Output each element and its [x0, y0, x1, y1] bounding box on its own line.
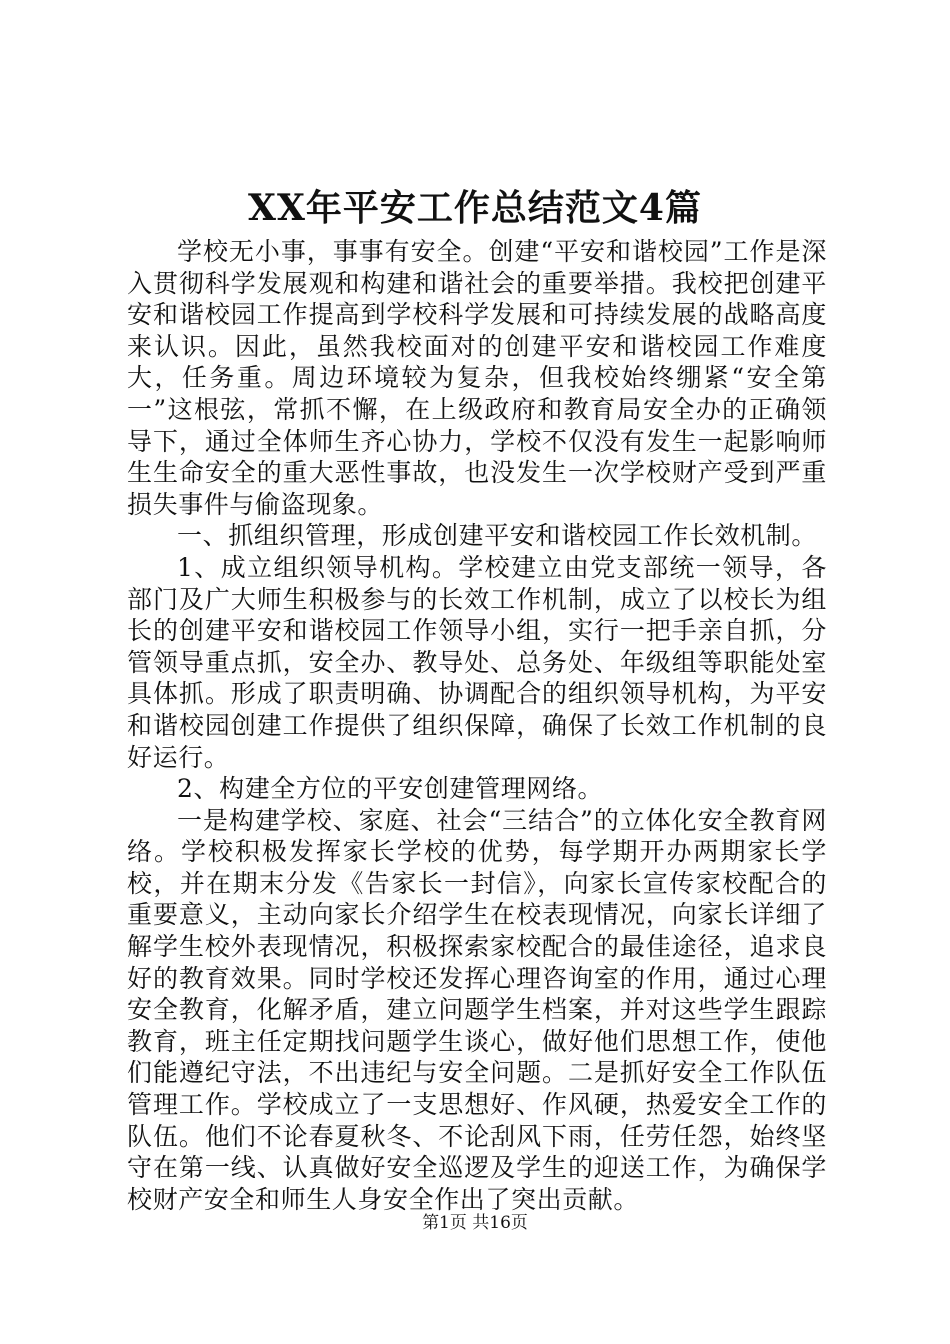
document-title: XX年平安工作总结范文4篇 — [248, 187, 702, 230]
paragraph-section-1-item-2: 2、构建全方位的平安创建管理网络。 — [177, 774, 604, 804]
paragraph-intro: 学校无小事，事事有安全。创建“平安和谐校园”工作是深入贯彻科学发展观和构建和谐社会的重要举措。我校把创建平安和谐校园工作提高到学校科学发展和可持续发展的战略高度来认识。因此，虽然我校面对的创建平安和谐校园工作难度大，任务重。周边环境较为复杂，但我校始终绷紧“安全第一”这根弦，常抓不懈，在上级政府和教育局安全办的正确领导下，通过全体师生齐心协力，学校不仅没有发生一起影响师生生命安全的重大恶性事故，也没发生一次学校财产受到严重损失事件与偷盗现象。 — [127, 237, 827, 519]
page-footer: 第1页 共16页 — [422, 1213, 528, 1233]
paragraph-section-1-heading: 一、抓组织管理，形成创建平安和谐校园工作长效机制。 — [177, 521, 818, 551]
document-body — [127, 236, 827, 1215]
paragraph-section-1-item-1: 1、成立组织领导机构。学校建立由党支部统一领导，各部门及广大师生积极参与的长效工作机制，成立了以校长为组长的创建平安和谐校园工作领导小组，实行一把手亲自抓，分管领导重点抓，安全办、教导处、总务处、年级组等职能处室具体抓。形成了职责明确、协调配合的组织领导机构，为平安和谐校园创建工作提供了组织保障，确保了长效工作机制的良好运行。 — [127, 552, 827, 772]
paragraph-network-details: 一是构建学校、家庭、社会“三结合”的立体化安全教育网络。学校积极发挥家长学校的优势，每学期开办两期家长学校，并在期末分发《告家长一封信》，向家长宣传家校配合的重要意义，主动向家长介绍学生在校表现情况，向家长详细了解学生校外表现情况，积极探索家校配合的最佳途径，追求良好的教育效果。同时学校还发挥心理咨询室的作用，通过心理安全教育，化解矛盾，建立问题学生档案，并对这些学生跟踪教育，班主任定期找问题学生谈心，做好他们思想工作，使他们能遵纪守法，不出违纪与安全问题。二是抓好安全工作队伍管理工作。学校成立了一支思想好、作风硬，热爱安全工作的队伍。他们不论春夏秋冬、不论刮风下雨，任劳任怨，始终坚守在第一线、认真做好安全巡逻及学生的迎送工作，为确保学校财产安全和师生人身安全作出了突出贡献。 — [127, 805, 827, 1214]
